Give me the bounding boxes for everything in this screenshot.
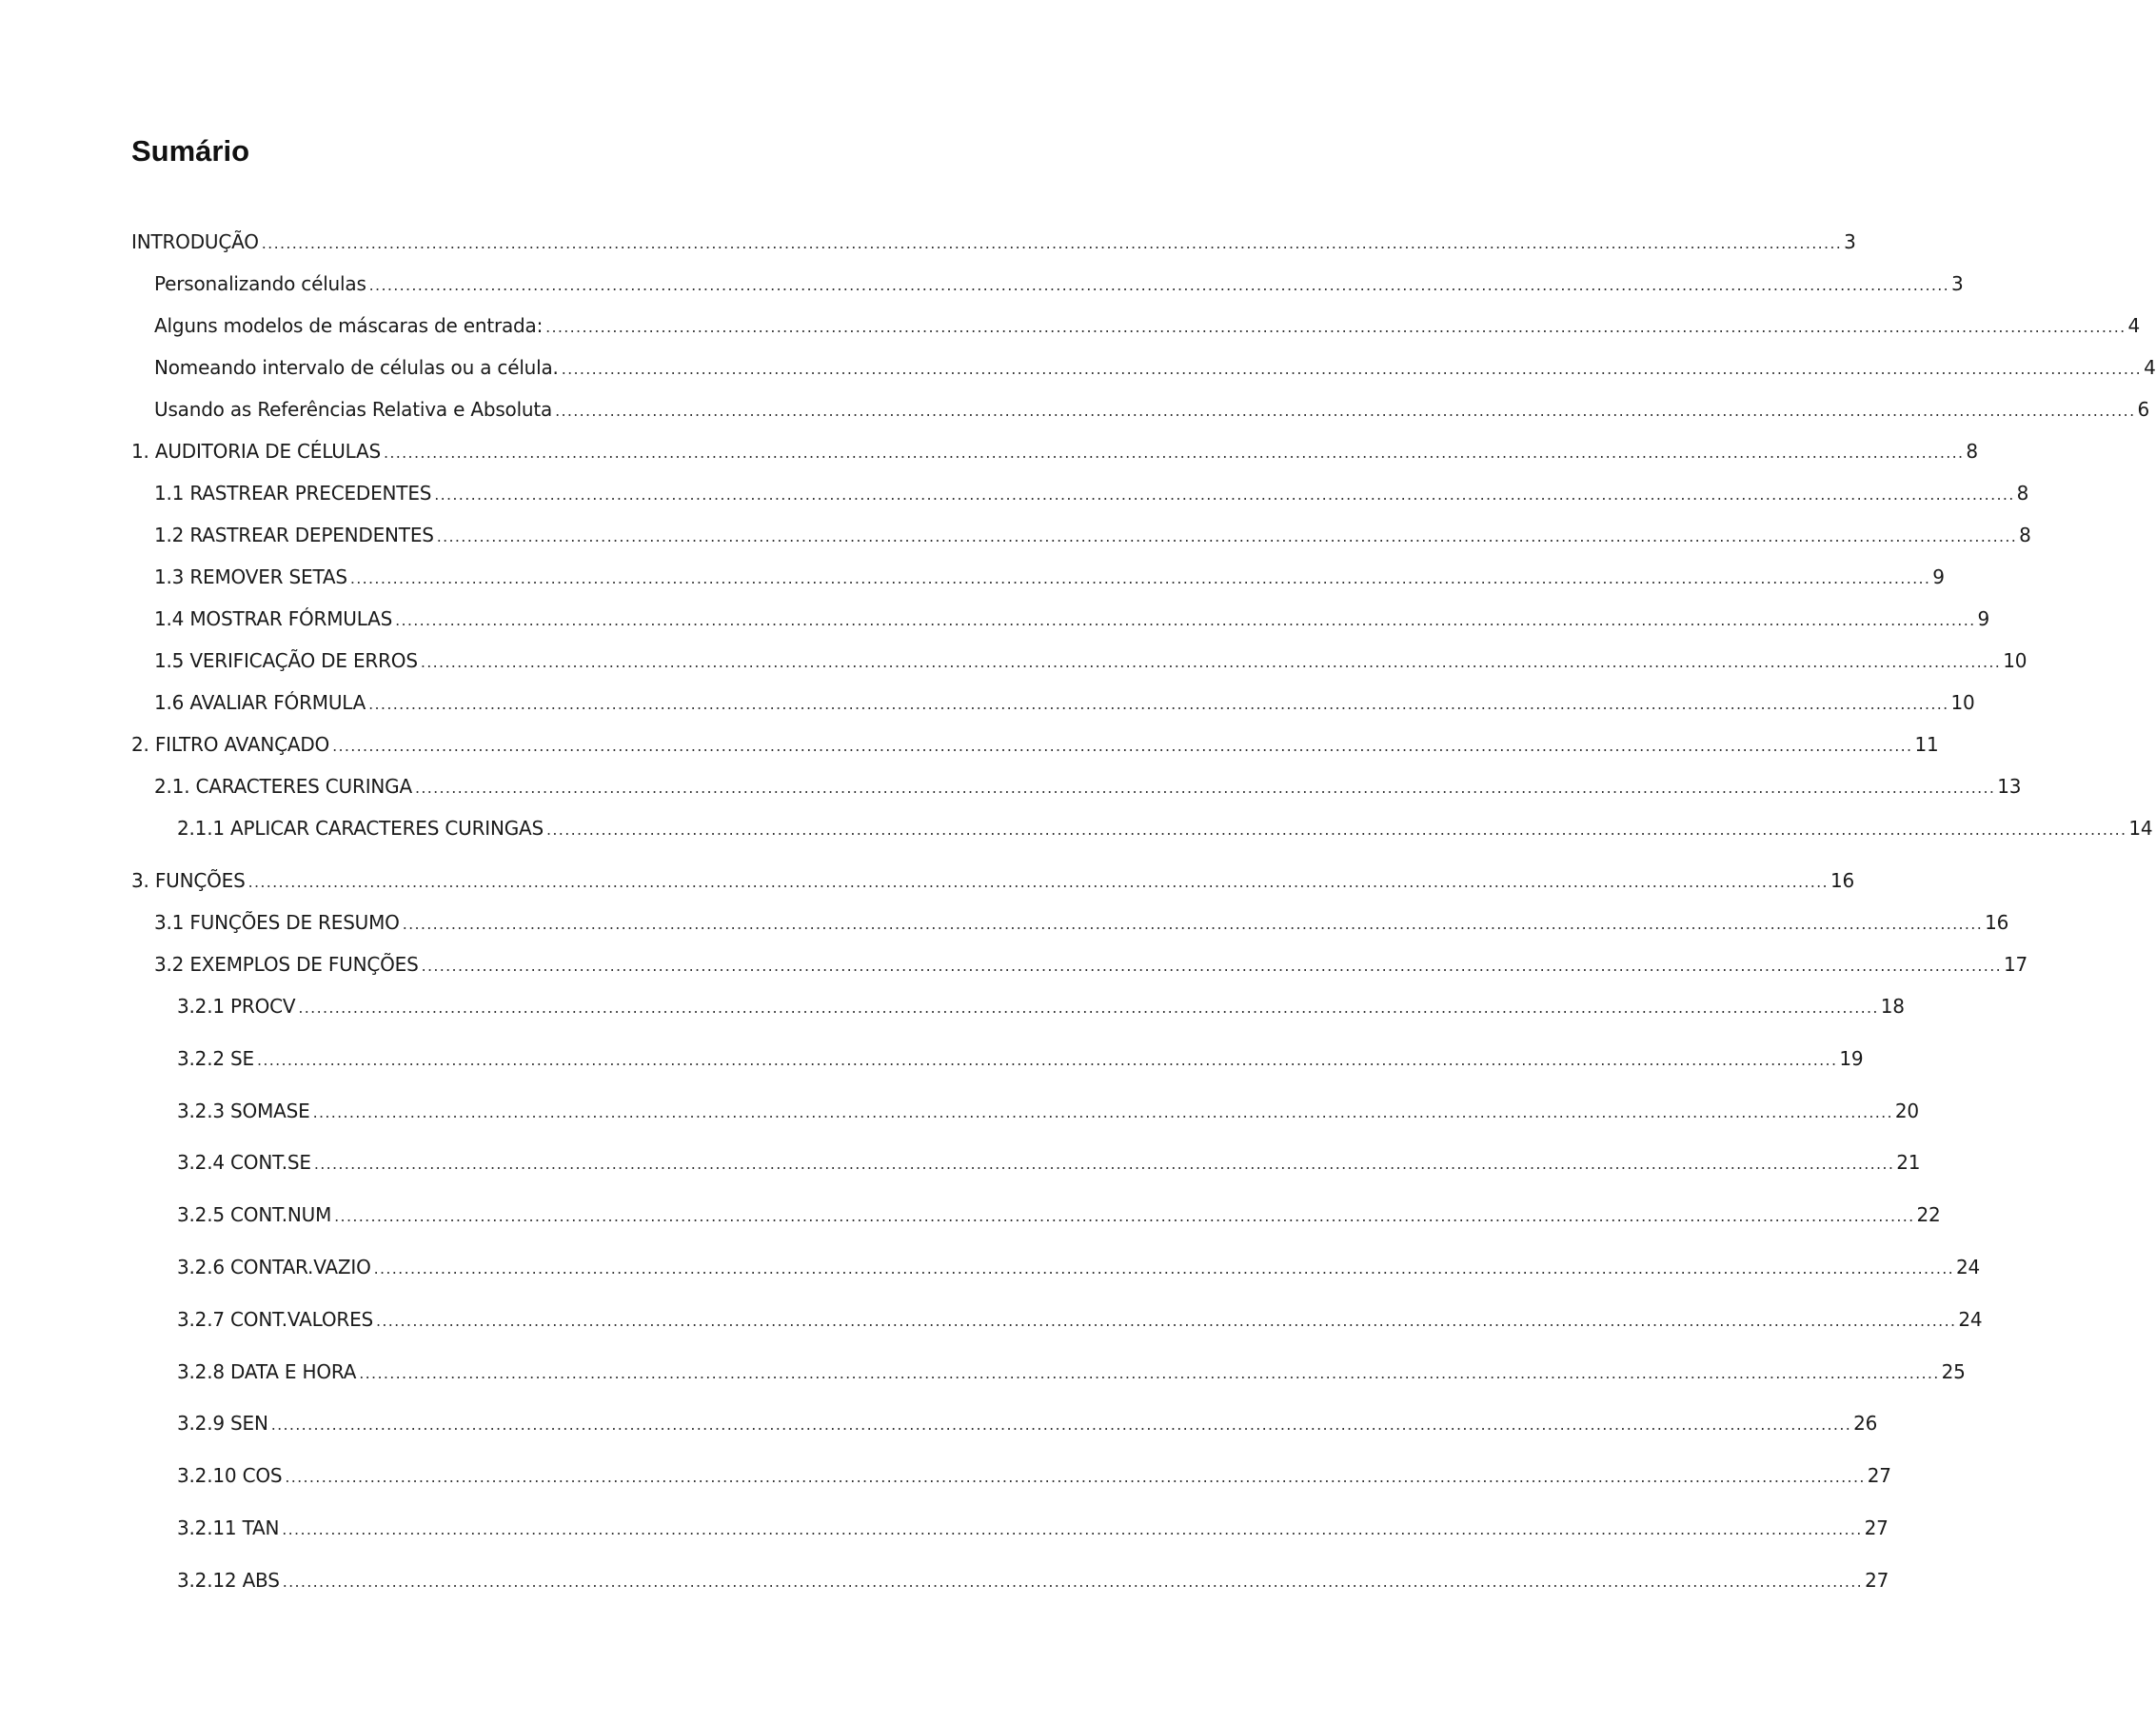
toc-leader-dots: ....................................................................................................................................................................................................................................................................	[421, 957, 2002, 975]
toc-page-number: 17	[2003, 953, 2028, 976]
toc-entry[interactable]	[177, 1461, 1891, 1490]
toc-entry-label: 3.2.1 PROCV	[177, 995, 296, 1018]
toc-page-number: 8	[2019, 524, 2031, 546]
toc-page-number: 4	[2127, 314, 2140, 337]
toc-leader-dots: ....................................................................................................................................................................................................................................................................	[414, 779, 1996, 797]
toc-page-number: 26	[1853, 1412, 1878, 1435]
toc-page-number: 8	[1966, 440, 1978, 463]
toc-entry[interactable]	[131, 437, 1978, 466]
toc-leader-dots: ....................................................................................................................................................................................................................................................................	[555, 402, 2136, 420]
toc-leader-dots: ....................................................................................................................................................................................................................................................................	[359, 1364, 1940, 1382]
toc-entry[interactable]	[177, 1409, 1878, 1437]
toc-entry-label: 1.3 REMOVER SETAS	[154, 565, 347, 588]
toc-entry-label: 2. FILTRO AVANÇADO	[131, 733, 330, 756]
toc-page-number: 11	[1914, 733, 1939, 756]
toc-leader-dots: ....................................................................................................................................................................................................................................................................	[270, 1416, 1852, 1434]
toc-leader-dots: ....................................................................................................................................................................................................................................................................	[368, 276, 1950, 294]
toc-entry-label: 3.2.6 CONTAR.VAZIO	[177, 1256, 371, 1278]
toc-leader-dots: ....................................................................................................................................................................................................................................................................	[298, 999, 1879, 1017]
toc-entry-label: 1. AUDITORIA DE CÉLULAS	[131, 440, 382, 463]
toc-leader-dots: ....................................................................................................................................................................................................................................................................	[420, 653, 2002, 671]
toc-page-number: 25	[1941, 1360, 1966, 1383]
toc-entry-label: 3.2.3 SOMASE	[177, 1100, 310, 1122]
toc-leader-dots: ....................................................................................................................................................................................................................................................................	[282, 1520, 1863, 1538]
toc-entry[interactable]	[177, 1148, 1921, 1177]
toc-page-number: 22	[1916, 1203, 1941, 1226]
toc-page-number: 3	[1951, 272, 1964, 295]
toc-entry[interactable]	[154, 269, 1964, 298]
toc-entry[interactable]	[154, 395, 2149, 424]
toc-page-number: 8	[2016, 482, 2029, 505]
toc-entry-label: 1.1 RASTREAR PRECEDENTES	[154, 482, 432, 505]
toc-entry[interactable]	[154, 563, 1945, 591]
toc-entry[interactable]	[177, 814, 2153, 842]
toc-entry[interactable]	[131, 866, 1854, 895]
toc-page-number: 27	[1865, 1569, 1889, 1592]
toc-leader-dots: ....................................................................................................................................................................................................................................................................	[561, 360, 2143, 378]
toc-entry[interactable]	[177, 1097, 1919, 1125]
toc-leader-dots: ....................................................................................................................................................................................................................................................................	[402, 915, 1984, 933]
toc-page-number: 20	[1894, 1100, 1919, 1122]
toc-leader-dots: ....................................................................................................................................................................................................................................................................	[313, 1155, 1895, 1173]
toc-leader-dots: ....................................................................................................................................................................................................................................................................	[312, 1103, 1893, 1121]
toc-page-number: 9	[1932, 565, 1945, 588]
toc-entry-label: 3.2.7 CONT.VALORES	[177, 1308, 373, 1331]
toc-page-number: 3	[1844, 230, 1856, 253]
toc-page-number: 27	[1867, 1464, 1891, 1487]
toc-entry[interactable]	[154, 353, 2156, 382]
toc-entry-label: 3.2.9 SEN	[177, 1412, 268, 1435]
toc-entry-label: Personalizando células	[154, 272, 366, 295]
toc-entry[interactable]	[154, 772, 2022, 801]
toc-page-number: 24	[1955, 1256, 1981, 1278]
toc-entry-label: 3.1 FUNÇÕES DE RESUMO	[154, 911, 400, 934]
toc-leader-dots: ....................................................................................................................................................................................................................................................................	[247, 873, 1829, 891]
toc-entry-label: 3.2.10 COS	[177, 1464, 283, 1487]
toc-leader-dots: ....................................................................................................................................................................................................................................................................	[376, 1312, 1957, 1330]
toc-entry-label: 3.2.2 SE	[177, 1047, 254, 1070]
toc-leader-dots: ....................................................................................................................................................................................................................................................................	[332, 737, 1913, 755]
toc-leader-dots: ....................................................................................................................................................................................................................................................................	[436, 527, 2018, 545]
toc-leader-dots: ....................................................................................................................................................................................................................................................................	[349, 569, 1931, 587]
toc-entry[interactable]	[154, 646, 2027, 675]
toc-entry-label: 1.6 AVALIAR FÓRMULA	[154, 691, 366, 714]
toc-entry-label: 3.2.8 DATA E HORA	[177, 1360, 357, 1383]
toc-entry[interactable]	[131, 228, 1856, 256]
toc-leader-dots: ....................................................................................................................................................................................................................................................................	[261, 234, 1843, 252]
toc-entry-label: Alguns modelos de máscaras de entrada:	[154, 314, 544, 337]
toc-entry[interactable]	[154, 311, 2140, 340]
toc-leader-dots: ....................................................................................................................................................................................................................................................................	[334, 1207, 1915, 1225]
toc-entry-label: Nomeando intervalo de células ou a célula.	[154, 356, 559, 379]
toc-leader-dots: ....................................................................................................................................................................................................................................................................	[384, 444, 1965, 462]
toc-page-number: 24	[1958, 1308, 1983, 1331]
toc-leader-dots: ....................................................................................................................................................................................................................................................................	[285, 1468, 1866, 1486]
toc-entry[interactable]	[154, 688, 1975, 717]
toc-entry[interactable]	[154, 521, 2031, 549]
toc-entry-label: Usando as Referências Relativa e Absoluta	[154, 398, 553, 421]
toc-page-number: 10	[1950, 691, 1975, 714]
toc-entry-label: 3.2.11 TAN	[177, 1516, 280, 1539]
toc-entry[interactable]	[177, 992, 1905, 1021]
toc-page-number: 16	[1985, 911, 2009, 934]
toc-entry[interactable]	[177, 1044, 1864, 1073]
toc-entry[interactable]	[177, 1357, 1966, 1386]
toc-entry[interactable]	[154, 479, 2029, 507]
toc-entry[interactable]	[131, 730, 1939, 759]
toc-entry[interactable]	[177, 1305, 1983, 1334]
toc-leader-dots: ....................................................................................................................................................................................................................................................................	[395, 611, 1976, 629]
toc-page-number: 19	[1839, 1047, 1864, 1070]
toc-leader-dots: ....................................................................................................................................................................................................................................................................	[545, 318, 2126, 336]
toc-entry-label: 2.1. CARACTERES CURINGA	[154, 775, 412, 798]
toc-entry[interactable]	[154, 950, 2028, 979]
toc-entry-label: 3.2.5 CONT.NUM	[177, 1203, 332, 1226]
toc-entry-label: 3. FUNÇÕES	[131, 869, 246, 892]
toc-entry[interactable]	[177, 1200, 1941, 1229]
toc-page-number: 21	[1896, 1151, 1921, 1174]
toc-leader-dots: ....................................................................................................................................................................................................................................................................	[282, 1573, 1864, 1591]
toc-entry[interactable]	[154, 908, 2009, 937]
toc-entry-label: INTRODUÇÃO	[131, 230, 259, 253]
page-title: Sumário	[131, 133, 250, 168]
toc-entry-label: 3.2.4 CONT.SE	[177, 1151, 311, 1174]
toc-leader-dots: ....................................................................................................................................................................................................................................................................	[368, 695, 1949, 713]
toc-entry[interactable]	[154, 604, 1989, 633]
toc-entry-label: 3.2 EXEMPLOS DE FUNÇÕES	[154, 953, 419, 976]
toc-entry-label: 1.4 MOSTRAR FÓRMULAS	[154, 607, 393, 630]
toc-entry[interactable]	[177, 1514, 1889, 1542]
toc-page-number: 14	[2128, 817, 2153, 840]
toc-page-number: 9	[1977, 607, 1989, 630]
toc-entry-label: 1.2 RASTREAR DEPENDENTES	[154, 524, 434, 546]
toc-entry[interactable]	[177, 1253, 1981, 1281]
toc-leader-dots: ....................................................................................................................................................................................................................................................................	[546, 821, 2127, 839]
toc-page-number: 16	[1830, 869, 1854, 892]
toc-entry[interactable]	[177, 1566, 1889, 1595]
toc-page-number: 18	[1880, 995, 1905, 1018]
toc-page-number: 27	[1864, 1516, 1889, 1539]
toc-page-number: 13	[1997, 775, 2022, 798]
toc-entry-label: 3.2.12 ABS	[177, 1569, 280, 1592]
toc-leader-dots: ....................................................................................................................................................................................................................................................................	[434, 485, 2015, 504]
toc-page-number: 6	[2137, 398, 2149, 421]
toc-page-number: 10	[2003, 649, 2027, 672]
toc-entry-label: 1.5 VERIFICAÇÃO DE ERROS	[154, 649, 418, 672]
toc-leader-dots: ....................................................................................................................................................................................................................................................................	[373, 1259, 1954, 1278]
toc-page-number: 4	[2144, 356, 2156, 379]
toc-leader-dots: ....................................................................................................................................................................................................................................................................	[256, 1051, 1838, 1069]
toc-entry-label: 2.1.1 APLICAR CARACTERES CURINGAS	[177, 817, 544, 840]
